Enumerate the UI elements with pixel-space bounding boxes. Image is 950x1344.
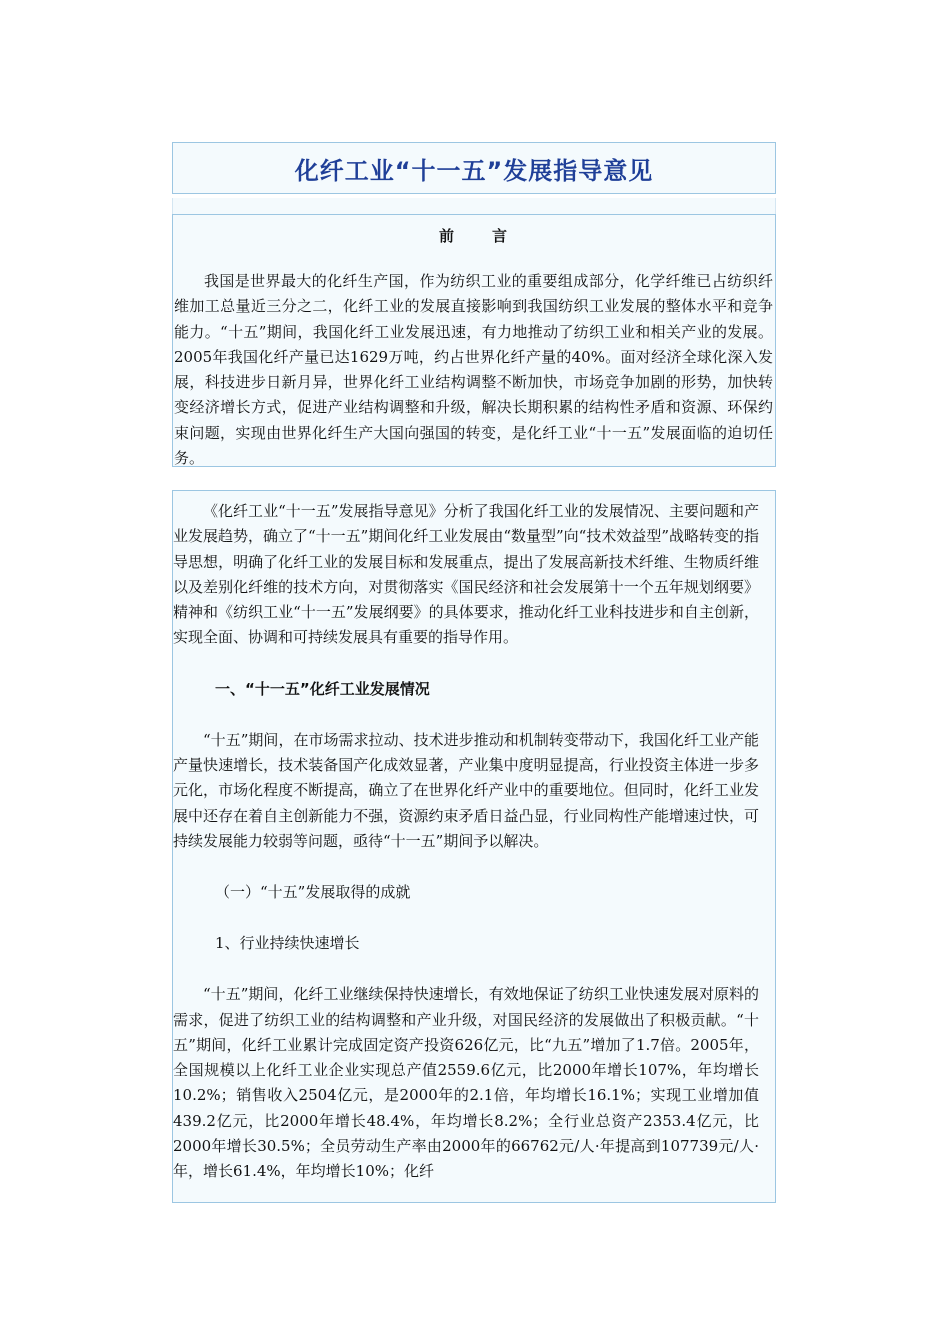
section1-sub-heading: （一）“十五”发展取得的成就 <box>215 883 411 902</box>
preface-heading <box>174 223 774 249</box>
preface-paragraph: 我国是世界最大的化纤生产国，作为纺织工业的重要组成部分，化学纤维已占纺织纤维加工总量近三分之二，化纤工业的发展直接影响到我国纺织工业发展的整体水平和竞争能力。“十五”期间，我国化纤工业发展迅速，有力地推动了纺织工业和相关产业的发展。2005年我国化纤产量已达1629万吨，约占世界化纤产量的40%。面对经济全球化深入发展，科技进步日新月异，世界化纤工业结构调整不断加快，市场竞争加剧的形势，加快转变经济增长方式，促进产业结构调整和升级，解决长期积累的结构性矛盾和资源、环保约束问题，实现由世界化纤生产大国向强国的转变，是化纤工业“十一五”发展面临的迫切任务。 <box>174 272 773 468</box>
intro-paragraph: 《化纤工业“十一五”发展指导意见》分析了我国化纤工业的发展情况、主要问题和产业发展趋势，确立了“十一五”期间化纤工业发展由“数量型”向“技术效益型”战略转变的指导思想，明确了化纤工业的发展目标和发展重点，提出了发展高新技术纤维、生物质纤维以及差别化纤维的技术方向，对贯彻落实《国民经济和社会发展第十一个五年规划纲要》精神和《纺织工业“十一五”发展纲要》的具体要求，推动化纤工业科技进步和自主创新，实现全面、协调和可持续发展具有重要的指导作用。 <box>173 502 760 647</box>
main-content-panel <box>172 490 776 1203</box>
document-title: 化纤工业“十一五”发展指导意见 <box>294 156 654 185</box>
section1-paragraph: “十五”期间，在市场需求拉动、技术进步推动和机制转变带动下，我国化纤工业产能产量快速增长，技术装备国产化成效显著，产业集中度明显提高，行业投资主体进一步多元化，市场化程度不断提高，确立了在世界化纤产业中的重要地位。但同时，化纤工业发展中还存在着自主创新能力不强，资源约束矛盾日益凸显，行业同构性产能增速过快，可持续发展能力较弱等问题，亟待“十一五”期间予以解决。 <box>173 730 759 850</box>
title-panel <box>172 142 776 194</box>
panel-gap <box>172 198 776 214</box>
preface-panel <box>172 214 776 467</box>
section1-item-heading: 1、行业持续快速增长 <box>215 934 360 953</box>
section1-item-paragraph: “十五”期间，化纤工业继续保持快速增长，有效地保证了纺织工业快速发展对原料的需求，促进了纺织工业的结构调整和产业升级，对国民经济的发展做出了积极贡献。“十五”期间，化纤工业累计完成固定资产投资626亿元，比“九五”增加了1.7倍。2005年，全国规模以上化纤工业企业实现总产值2559.6亿元，比2000年增长107%，年均增长10.2%；销售收入2504亿元，是2000年的2.1倍，年均增长16.1%；实现工业增加值439.2亿元，比2000年增长48.4%，年均增长8.2%；全行业总资产2353.4亿元，比2000年增长30.5%；全员劳动生产率由2000年的66762元/人·年提高到107739元/人·年，增长61.4%，年均增长10%；化纤 <box>173 985 759 1181</box>
section1-heading: 一、“十一五”化纤工业发展情况 <box>215 679 430 698</box>
preface-heading-right: 言 <box>492 227 510 245</box>
preface-heading-left: 前 <box>438 227 456 245</box>
